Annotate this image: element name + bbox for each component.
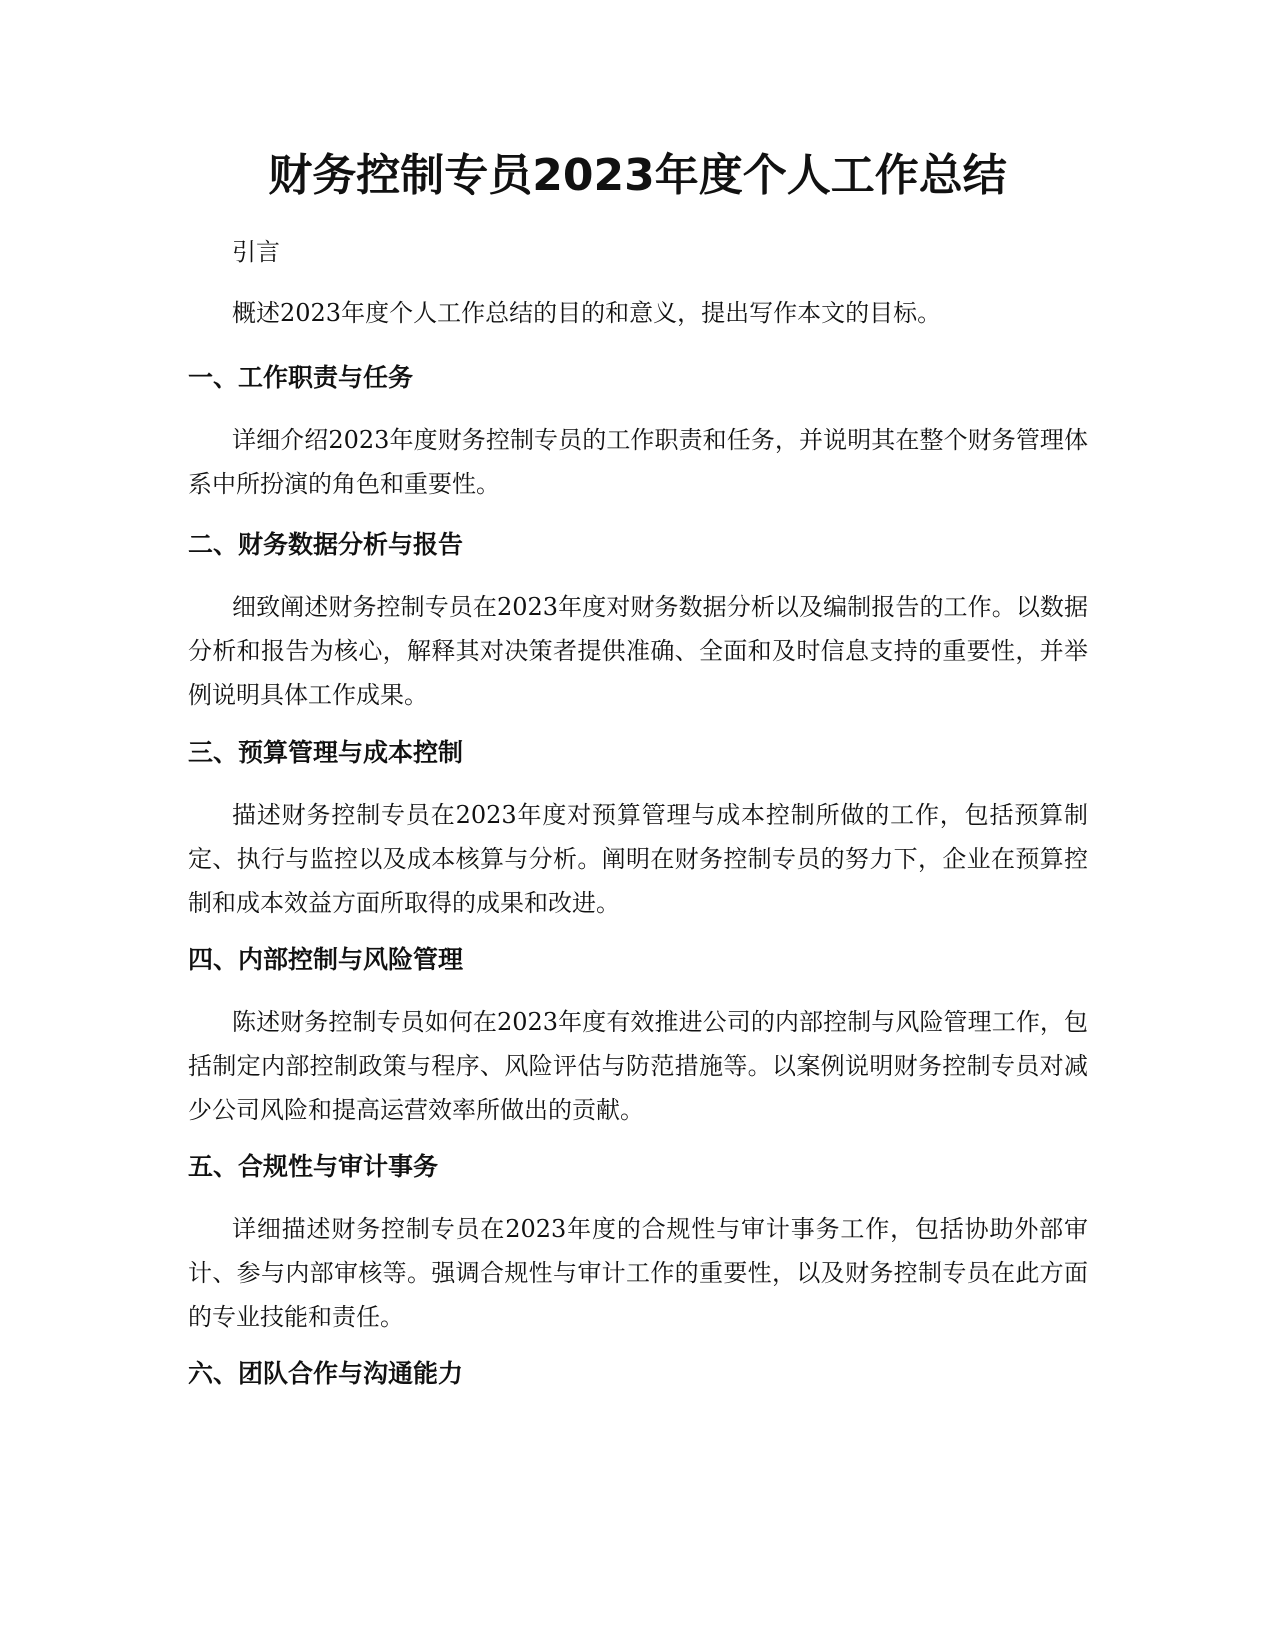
section-heading-5: 五、合规性与审计事务 (188, 1152, 439, 1181)
section-body-5: 详细描述财务控制专员在2023年度的合规性与审计事务工作，包括协助外部审计、参与内部审核等。强调合规性与审计工作的重要性，以及财务控制专员在此方面的专业技能和责任。 (188, 1215, 1088, 1331)
section-body-2: 细致阐述财务控制专员在2023年度对财务数据分析以及编制报告的工作。以数据分析和报告为核心，解释其对决策者提供准确、全面和及时信息支持的重要性，并举例说明具体工作成果。 (188, 593, 1088, 709)
section-body-3: 描述财务控制专员在2023年度对预算管理与成本控制所做的工作，包括预算制定、执行与监控以及成本核算与分析。阐明在财务控制专员的努力下，企业在预算控制和成本效益方面所取得的成果和改进。 (188, 801, 1088, 917)
section-heading-6: 六、团队合作与沟通能力 (188, 1359, 464, 1388)
section-heading-4: 四、内部控制与风险管理 (188, 945, 464, 974)
document-title: 财务控制专员2023年度个人工作总结 (268, 150, 1007, 201)
section-heading-1: 一、工作职责与任务 (188, 363, 414, 392)
section-heading-2: 二、财务数据分析与报告 (188, 530, 464, 559)
section-body-1: 详细介绍2023年度财务控制专员的工作职责和任务，并说明其在整个财务管理体系中所扮演的角色和重要性。 (188, 426, 1088, 498)
intro-label: 引言 (232, 238, 280, 266)
section-body-4: 陈述财务控制专员如何在2023年度有效推进公司的内部控制与风险管理工作，包括制定内部控制政策与程序、风险评估与防范措施等。以案例说明财务控制专员对减少公司风险和提高运营效率所做出的贡献。 (188, 1008, 1088, 1124)
intro-paragraph: 概述2023年度个人工作总结的目的和意义，提出写作本文的目标。 (232, 299, 942, 327)
section-heading-3: 三、预算管理与成本控制 (188, 738, 464, 767)
